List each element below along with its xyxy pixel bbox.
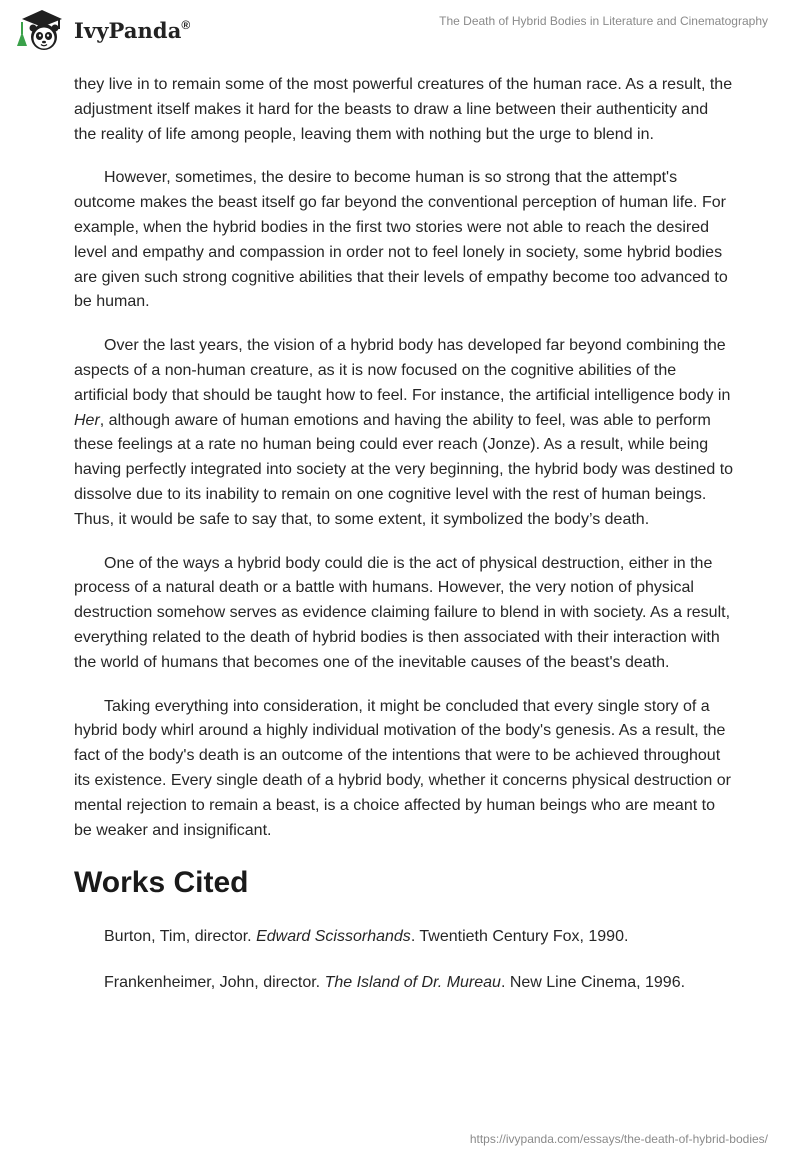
paragraph: One of the ways a hybrid body could die is the act of physical destruction, either in the process of a natural death or a battle with humans. However, the very notion of physical destruction somehow serves as evidence claiming failure to blend in with society. As a result, everything related to the death of hybrid bodies is then associated with their interaction with the world of humans that becomes one of the inevitable causes of the beast's death.: [74, 554, 731, 671]
paragraph: However, sometimes, the desire to become human is so strong that the attempt's outcome makes the beast itself go far beyond the conventional perception of human life. For example, when the hybrid bodies in the first two stories were not able to reach the desired level and empathy and compassion in order not to feel lonely in society, some hybrid bodies are given such strong cognitive abilities that their levels of empathy become too advanced to be human.: [74, 169, 728, 311]
paragraph: Over the last years, the vision of a hybrid body has developed far beyond combining the aspects of a non-human creature, as it is now focused on the cognitive abilities of the artificial body that should be taught how to feel. For instance, the artificial intelligence body in Her, although aware of human emotions and having the ability to feel, was able to perform these feelings at a rate no human being could ever reach (Jonze). As a result, while being having perfectly integrated into society at the very beginning, the hybrid body was destined to dissolve due to its inability to remain on one cognitive level with the rest of human beings. Thus, it would be safe to say that, to some extent, it symbolized the body’s death.: [74, 337, 734, 528]
brand-logo[interactable]: [14, 6, 190, 54]
citation-entry: Burton, Tim, director. Edward Scissorhands. Twentieth Century Fox, 1990.: [104, 928, 629, 946]
brand-name: IvyPanda®: [74, 17, 191, 43]
document-title: The Death of Hybrid Bodies in Literature and Cinematography: [439, 14, 768, 28]
citation-entry: Frankenheimer, John, director. The Island of Dr. Mureau. New Line Cinema, 1996.: [104, 974, 686, 992]
panda-graduate-icon: [14, 6, 70, 54]
paragraph: Taking everything into consideration, it might be concluded that every single story of a hybrid body whirl around a highly individual motivation of the body's genesis. As a result, the fact of the body's death is an outcome of the intentions that were to be achieved throughout its existence. Every single death of a hybrid body, whether it concerns physical destruction or mental rejection to remain a beast, is a choice affected by human beings who are meant to be weaker and insignificant.: [74, 697, 731, 839]
paragraph: they live in to remain some of the most powerful creatures of the human race. As a result, the adjustment itself makes it hard for the beasts to draw a line between their authenticity and the reality of life among people, leaving them with nothing but the urge to blend in.: [74, 76, 733, 143]
works-cited-heading: Works Cited: [74, 866, 249, 900]
film-title: Her: [74, 411, 100, 429]
essay-content: [74, 73, 734, 1017]
page-header: [0, 0, 800, 64]
source-url[interactable]: https://ivypanda.com/essays/the-death-of-hybrid-bodies/: [469, 1132, 768, 1146]
